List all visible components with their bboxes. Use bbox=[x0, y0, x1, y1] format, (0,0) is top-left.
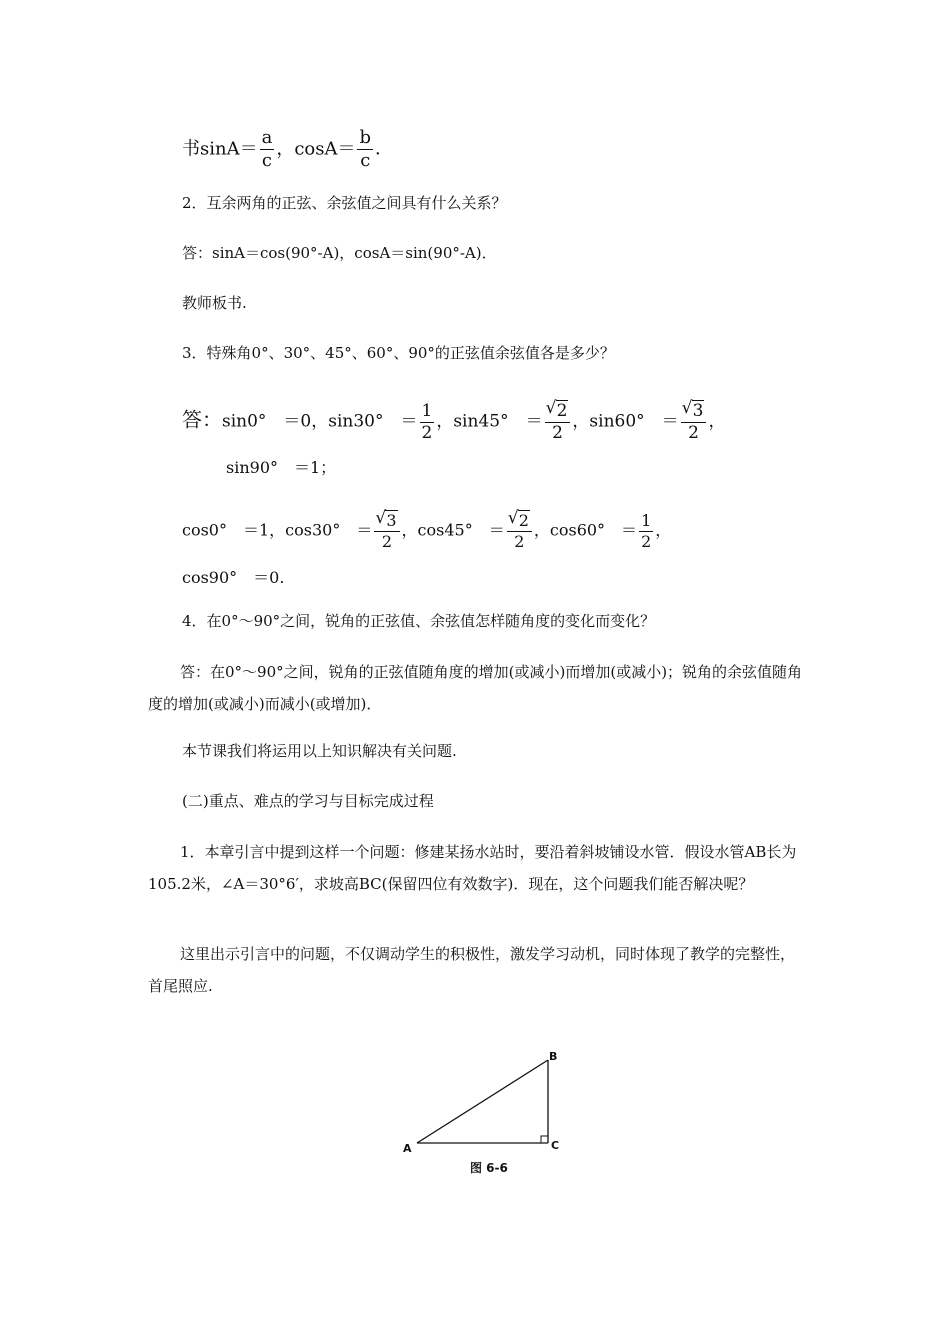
fraction-a-over-c: $\frac{a}{c}$ bbox=[261, 127, 273, 171]
fraction-one-half: $\frac{1}{2}$ bbox=[641, 511, 652, 551]
answer-2: 答：sinA＝cos(90°-A)，cosA＝sin(90°-A)． bbox=[182, 244, 497, 262]
formula-sin-cos-def: 书sinA＝ $\frac{a}{c}$ ，cosA＝ $\frac{b}{c}$ ． bbox=[182, 127, 394, 171]
fraction-sqrt3-over-2: √ $\frac{3}{2}$ bbox=[374, 512, 399, 550]
fraction-sqrt3-over-2: √ $\frac{3}{2}$ bbox=[681, 402, 707, 442]
fraction-sqrt2-over-2: √ $\frac{2}{2}$ bbox=[545, 402, 571, 442]
intro-sentence: 本节课我们将运用以上知识解决有关问题. bbox=[182, 742, 457, 760]
fraction-one-half: $\frac{1}{2}$ bbox=[421, 401, 433, 443]
question-2: 2．互余两角的正弦、余弦值之间具有什么关系？ bbox=[182, 194, 507, 212]
problem-1: 1．本章引言中提到这样一个问题：修建某扬水站时，要沿着斜坡铺设水管．假设水管AB长为105.2米，∠A＝30°6′，求坡高BC(保留四位有效数字)．现在，这个问题我们能否解决呢？ bbox=[148, 843, 797, 893]
fraction-sqrt2-over-2: √ $\frac{2}{2}$ bbox=[507, 512, 532, 550]
vertex-label-b: B bbox=[549, 1050, 558, 1063]
question-4: 4．在0°～90°之间，锐角的正弦值、余弦值怎样随角度的变化而变化？ bbox=[182, 612, 656, 630]
question-3: 3．特殊角0°、30°、45°、60°、90°的正弦值余弦值各是多少？ bbox=[182, 344, 615, 362]
figure-caption: 图 6-6 bbox=[470, 1161, 508, 1175]
answer-4: 答：在0°～90°之间，锐角的正弦值随角度的增加(或减小)而增加(或减小)；锐角的余弦值随角度的增加(或减小)而减小(或增加)． bbox=[148, 663, 803, 713]
teacher-board-note: 教师板书. bbox=[182, 294, 247, 312]
section-heading-2: (二)重点、难点的学习与目标完成过程 bbox=[182, 792, 434, 810]
sin90-value: sin90° ＝1； bbox=[226, 458, 337, 477]
cos90-value: cos90° ＝0. bbox=[182, 568, 285, 587]
vertex-label-c: C bbox=[551, 1139, 560, 1152]
answer-3-sin-values: 答：sin0° ＝0，sin30° ＝ $\frac{1}{2}$ ，sin45° ＝ √ $\frac{2}{2}$ ，sin60° ＝ √ $\frac{3}{2}$ ， bbox=[182, 402, 725, 442]
fraction-b-over-c: $\frac{b}{c}$ bbox=[359, 127, 372, 171]
answer-3-cos-values: cos0° ＝1，cos30° ＝ √ $\frac{3}{2}$ ，cos45° ＝ √ $\frac{2}{2}$ ，cos60° ＝ $\frac{1}{2}$ ， bbox=[182, 512, 671, 550]
vertex-label-a: A bbox=[403, 1142, 412, 1155]
teaching-comment: 这里出示引言中的问题，不仅调动学生的积极性，激发学习动机，同时体现了教学的完整性，首尾照应. bbox=[148, 945, 796, 995]
